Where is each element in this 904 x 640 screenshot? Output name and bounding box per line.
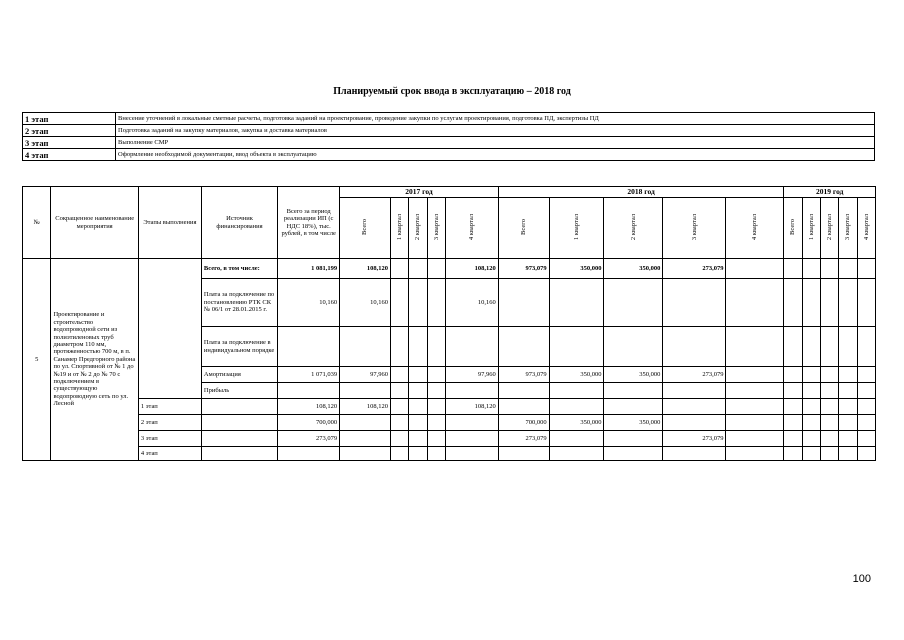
value-y19q3: [839, 259, 857, 279]
quarter-label: 2 квартал: [629, 213, 637, 240]
header-2019-q3: [839, 198, 857, 259]
value-total: 1 071,039: [278, 367, 340, 383]
value-y17: 108,120: [340, 399, 391, 415]
value-y19q2: [820, 259, 838, 279]
schedule-table: [22, 186, 876, 461]
value-y17q2: [409, 415, 427, 431]
value-y17q4: [445, 447, 498, 461]
value-y17q3: [427, 259, 445, 279]
value-total: 700,000: [278, 415, 340, 431]
value-y18: [498, 399, 549, 415]
header-2019-q4: [857, 198, 875, 259]
value-y18q4: [726, 259, 784, 279]
stage-row: [23, 125, 875, 137]
value-y19q3: [839, 327, 857, 367]
value-y18q3: [663, 383, 726, 399]
value-y18q1: [549, 279, 604, 327]
table-row: [23, 399, 876, 415]
quarter-label: 1 квартал: [807, 213, 815, 240]
value-y19q2: [820, 415, 838, 431]
value-total: 1 081,199: [278, 259, 340, 279]
value-y18q2: 350,000: [604, 415, 663, 431]
header-2018-q2: [604, 198, 663, 259]
value-y18: 973,079: [498, 259, 549, 279]
value-y18: 700,000: [498, 415, 549, 431]
value-y17q2: [409, 447, 427, 461]
value-y18q2: [604, 447, 663, 461]
value-y18q4: [726, 327, 784, 367]
stage-description: Оформление необходимой документации, ввод объекта в эксплуатацию: [116, 149, 875, 161]
value-y17q4: [445, 327, 498, 367]
value-y18q1: 350,000: [549, 415, 604, 431]
value-y17q4: 108,120: [445, 259, 498, 279]
header-year-2018: 2018 год: [498, 187, 784, 198]
value-y18q2: 350,000: [604, 367, 663, 383]
stages-table: [22, 112, 875, 161]
value-y19q4: [857, 279, 875, 327]
stage-label: 4 этап: [138, 447, 201, 461]
value-y19q3: [839, 431, 857, 447]
header-2017-q3: [427, 198, 445, 259]
quarter-label: Всего: [519, 218, 527, 235]
value-y17: [340, 447, 391, 461]
value-y18q2: [604, 327, 663, 367]
page-number: 100: [852, 573, 871, 585]
header-2017-q2: [409, 198, 427, 259]
value-y19q2: [820, 447, 838, 461]
value-y17q2: [409, 259, 427, 279]
quarter-label: 4 квартал: [468, 213, 476, 240]
value-y18: [498, 327, 549, 367]
value-y18q2: [604, 399, 663, 415]
value-y18: 273,079: [498, 431, 549, 447]
value-y17: [340, 383, 391, 399]
stage-name: 2 этап: [23, 125, 116, 137]
value-y18q3: [663, 415, 726, 431]
value-y17q3: [427, 383, 445, 399]
value-y19: [784, 367, 802, 383]
value-y19q3: [839, 383, 857, 399]
value-y19q4: [857, 383, 875, 399]
stage-name: 4 этап: [23, 149, 116, 161]
stage-label: 1 этап: [138, 399, 201, 415]
funding-source: [201, 399, 277, 415]
value-total: [278, 447, 340, 461]
value-y17q2: [409, 367, 427, 383]
value-y19q2: [820, 399, 838, 415]
value-y18q4: [726, 399, 784, 415]
value-y18q2: [604, 431, 663, 447]
page-title: Планируемый срок ввода в эксплуатацию – 2018 год: [333, 86, 571, 97]
quarter-label: Всего: [361, 218, 369, 235]
header-2017-q1: [391, 198, 409, 259]
stage-name: 1 этап: [23, 113, 116, 125]
header-row-years: [23, 187, 876, 198]
quarter-label: Всего: [789, 218, 797, 235]
value-y18q3: [663, 399, 726, 415]
table-row: [23, 447, 876, 461]
value-total: [278, 327, 340, 367]
stage-row: [23, 137, 875, 149]
header-2017-all: [340, 198, 391, 259]
value-y17: 97,960: [340, 367, 391, 383]
value-y18q1: [549, 431, 604, 447]
value-y17: [340, 431, 391, 447]
quarter-label: 3 квартал: [844, 213, 852, 240]
value-y17q1: [391, 431, 409, 447]
value-y17q1: [391, 383, 409, 399]
value-y17q3: [427, 415, 445, 431]
value-y19: [784, 327, 802, 367]
value-y18: 973,079: [498, 367, 549, 383]
value-y17q1: [391, 259, 409, 279]
value-y19q2: [820, 431, 838, 447]
header-year-2019: 2019 год: [784, 187, 876, 198]
value-y17q4: [445, 415, 498, 431]
header-2018-q4: [726, 198, 784, 259]
value-y17q2: [409, 399, 427, 415]
value-y18: [498, 383, 549, 399]
value-total: 10,160: [278, 279, 340, 327]
value-y17: [340, 327, 391, 367]
funding-source: [201, 447, 277, 461]
value-y19: [784, 431, 802, 447]
quarter-label: 3 квартал: [432, 213, 440, 240]
value-y17q4: 108,120: [445, 399, 498, 415]
value-y19q3: [839, 367, 857, 383]
value-y18q2: [604, 383, 663, 399]
value-y17: [340, 415, 391, 431]
header-source: Источник финансирования: [201, 187, 277, 259]
value-y17q1: [391, 279, 409, 327]
value-y18q1: [549, 447, 604, 461]
value-y17: 10,160: [340, 279, 391, 327]
value-total: [278, 383, 340, 399]
value-y17q1: [391, 367, 409, 383]
value-y17q1: [391, 327, 409, 367]
stage-description: Выполнение СМР: [116, 137, 875, 149]
value-y19q4: [857, 399, 875, 415]
value-y17q3: [427, 279, 445, 327]
header-2018-all: [498, 198, 549, 259]
value-y19q1: [802, 259, 820, 279]
value-y17q2: [409, 431, 427, 447]
table-row: [23, 431, 876, 447]
value-y19q2: [820, 327, 838, 367]
stage-label: 2 этап: [138, 415, 201, 431]
value-y19q1: [802, 383, 820, 399]
header-total: Всего за период реализации ИП (с НДС 18%), тыс. рублей, в том числе: [278, 187, 340, 259]
quarter-label: 2 квартал: [414, 213, 422, 240]
header-2017-q4: [445, 198, 498, 259]
quarter-label: 2 квартал: [825, 213, 833, 240]
value-y18: [498, 447, 549, 461]
stage-label: 3 этап: [138, 431, 201, 447]
value-y19: [784, 415, 802, 431]
value-y19q2: [820, 367, 838, 383]
funding-source: Амортизация: [201, 367, 277, 383]
value-y19q1: [802, 415, 820, 431]
value-y18q4: [726, 383, 784, 399]
stage-row: [23, 149, 875, 161]
value-y18: [498, 279, 549, 327]
value-y19q1: [802, 431, 820, 447]
header-2019-all: [784, 198, 802, 259]
value-y17q4: [445, 383, 498, 399]
header-num: №: [23, 187, 51, 259]
value-y18q1: [549, 383, 604, 399]
table-row: [23, 259, 876, 279]
value-y19q1: [802, 327, 820, 367]
quarter-label: 1 квартал: [572, 213, 580, 240]
value-y19q4: [857, 431, 875, 447]
value-y19q2: [820, 383, 838, 399]
funding-source: Прибыль: [201, 383, 277, 399]
value-y19: [784, 399, 802, 415]
value-y18q3: [663, 279, 726, 327]
value-y17q1: [391, 447, 409, 461]
value-y18q4: [726, 431, 784, 447]
value-y19q4: [857, 415, 875, 431]
value-y17q3: [427, 399, 445, 415]
quarter-label: 4 квартал: [751, 213, 759, 240]
value-y17q3: [427, 447, 445, 461]
value-y19: [784, 383, 802, 399]
value-y17: 108,120: [340, 259, 391, 279]
value-y17q2: [409, 279, 427, 327]
header-year-2017: 2017 год: [340, 187, 499, 198]
header-name: Сокращенное наименование мероприятия: [51, 187, 138, 259]
funding-source: [201, 415, 277, 431]
value-y19q4: [857, 367, 875, 383]
value-y17q1: [391, 399, 409, 415]
quarter-label: 1 квартал: [395, 213, 403, 240]
value-y17q4: 97,960: [445, 367, 498, 383]
value-y18q3: 273,079: [663, 431, 726, 447]
value-y19q1: [802, 447, 820, 461]
value-y19q4: [857, 327, 875, 367]
funding-source: Всего, в том числе:: [201, 259, 277, 279]
stage-row: [23, 113, 875, 125]
value-y18q1: 350,000: [549, 259, 604, 279]
stage-name: 3 этап: [23, 137, 116, 149]
header-2019-q2: [820, 198, 838, 259]
value-y18q4: [726, 447, 784, 461]
table-row: [23, 415, 876, 431]
stage-description: Подготовка заданий на закупку материалов, закупка и доставка материалов: [116, 125, 875, 137]
value-y18q2: [604, 279, 663, 327]
quarter-label: 3 квартал: [690, 213, 698, 240]
value-y19q3: [839, 279, 857, 327]
value-y19q3: [839, 415, 857, 431]
value-y19: [784, 447, 802, 461]
value-y19q2: [820, 279, 838, 327]
value-y17q2: [409, 327, 427, 367]
value-y18q3: 273,079: [663, 367, 726, 383]
value-y17q4: [445, 431, 498, 447]
value-y18q3: [663, 447, 726, 461]
value-y18q1: [549, 327, 604, 367]
funding-source: Плата за подключение в индивидуальном порядке: [201, 327, 277, 367]
value-y19q3: [839, 399, 857, 415]
header-2018-q3: [663, 198, 726, 259]
funding-source: [201, 431, 277, 447]
value-y19q4: [857, 447, 875, 461]
value-y18q1: [549, 399, 604, 415]
value-y17q3: [427, 367, 445, 383]
value-y17q4: 10,160: [445, 279, 498, 327]
row-number: 5: [23, 259, 51, 461]
value-y18q3: 273,079: [663, 259, 726, 279]
value-y19q1: [802, 399, 820, 415]
value-y17q1: [391, 415, 409, 431]
value-y19q1: [802, 279, 820, 327]
funding-source: Плата за подключение по постановлению РТК СК № 06/1 от 28.01.2015 г.: [201, 279, 277, 327]
value-y17q3: [427, 327, 445, 367]
value-y18q4: [726, 415, 784, 431]
measure-name: Проектирование и строительство водопроводной сети из полиэтиленовых труб диаметром 110 мм, протяженностью 700 м, в п. Санамер Предгорного района по ул. Спортивной от № 1 до №19 и от № 2 до № 70 с подключением в существующую водопроводную сеть по ул. Лесной: [51, 259, 138, 461]
value-y19q4: [857, 259, 875, 279]
stage-cell: [138, 259, 201, 399]
value-y18q4: [726, 367, 784, 383]
value-y18q3: [663, 327, 726, 367]
value-y17q2: [409, 383, 427, 399]
value-y18q4: [726, 279, 784, 327]
value-y18q1: 350,000: [549, 367, 604, 383]
value-y17q3: [427, 431, 445, 447]
value-total: 273,079: [278, 431, 340, 447]
value-y18q2: 350,000: [604, 259, 663, 279]
value-y19q3: [839, 447, 857, 461]
value-y19: [784, 279, 802, 327]
stage-description: Внесение уточнений в локальные сметные расчеты, подготовка заданий на проектирование, проведение закупки по услугам проектирования, подготовка ПД, экспертизы ПД: [116, 113, 875, 125]
value-y19q1: [802, 367, 820, 383]
header-2019-q1: [802, 198, 820, 259]
value-y19: [784, 259, 802, 279]
value-total: 108,120: [278, 399, 340, 415]
header-2018-q1: [549, 198, 604, 259]
header-stages: Этапы выполнения: [138, 187, 201, 259]
quarter-label: 4 квартал: [862, 213, 870, 240]
